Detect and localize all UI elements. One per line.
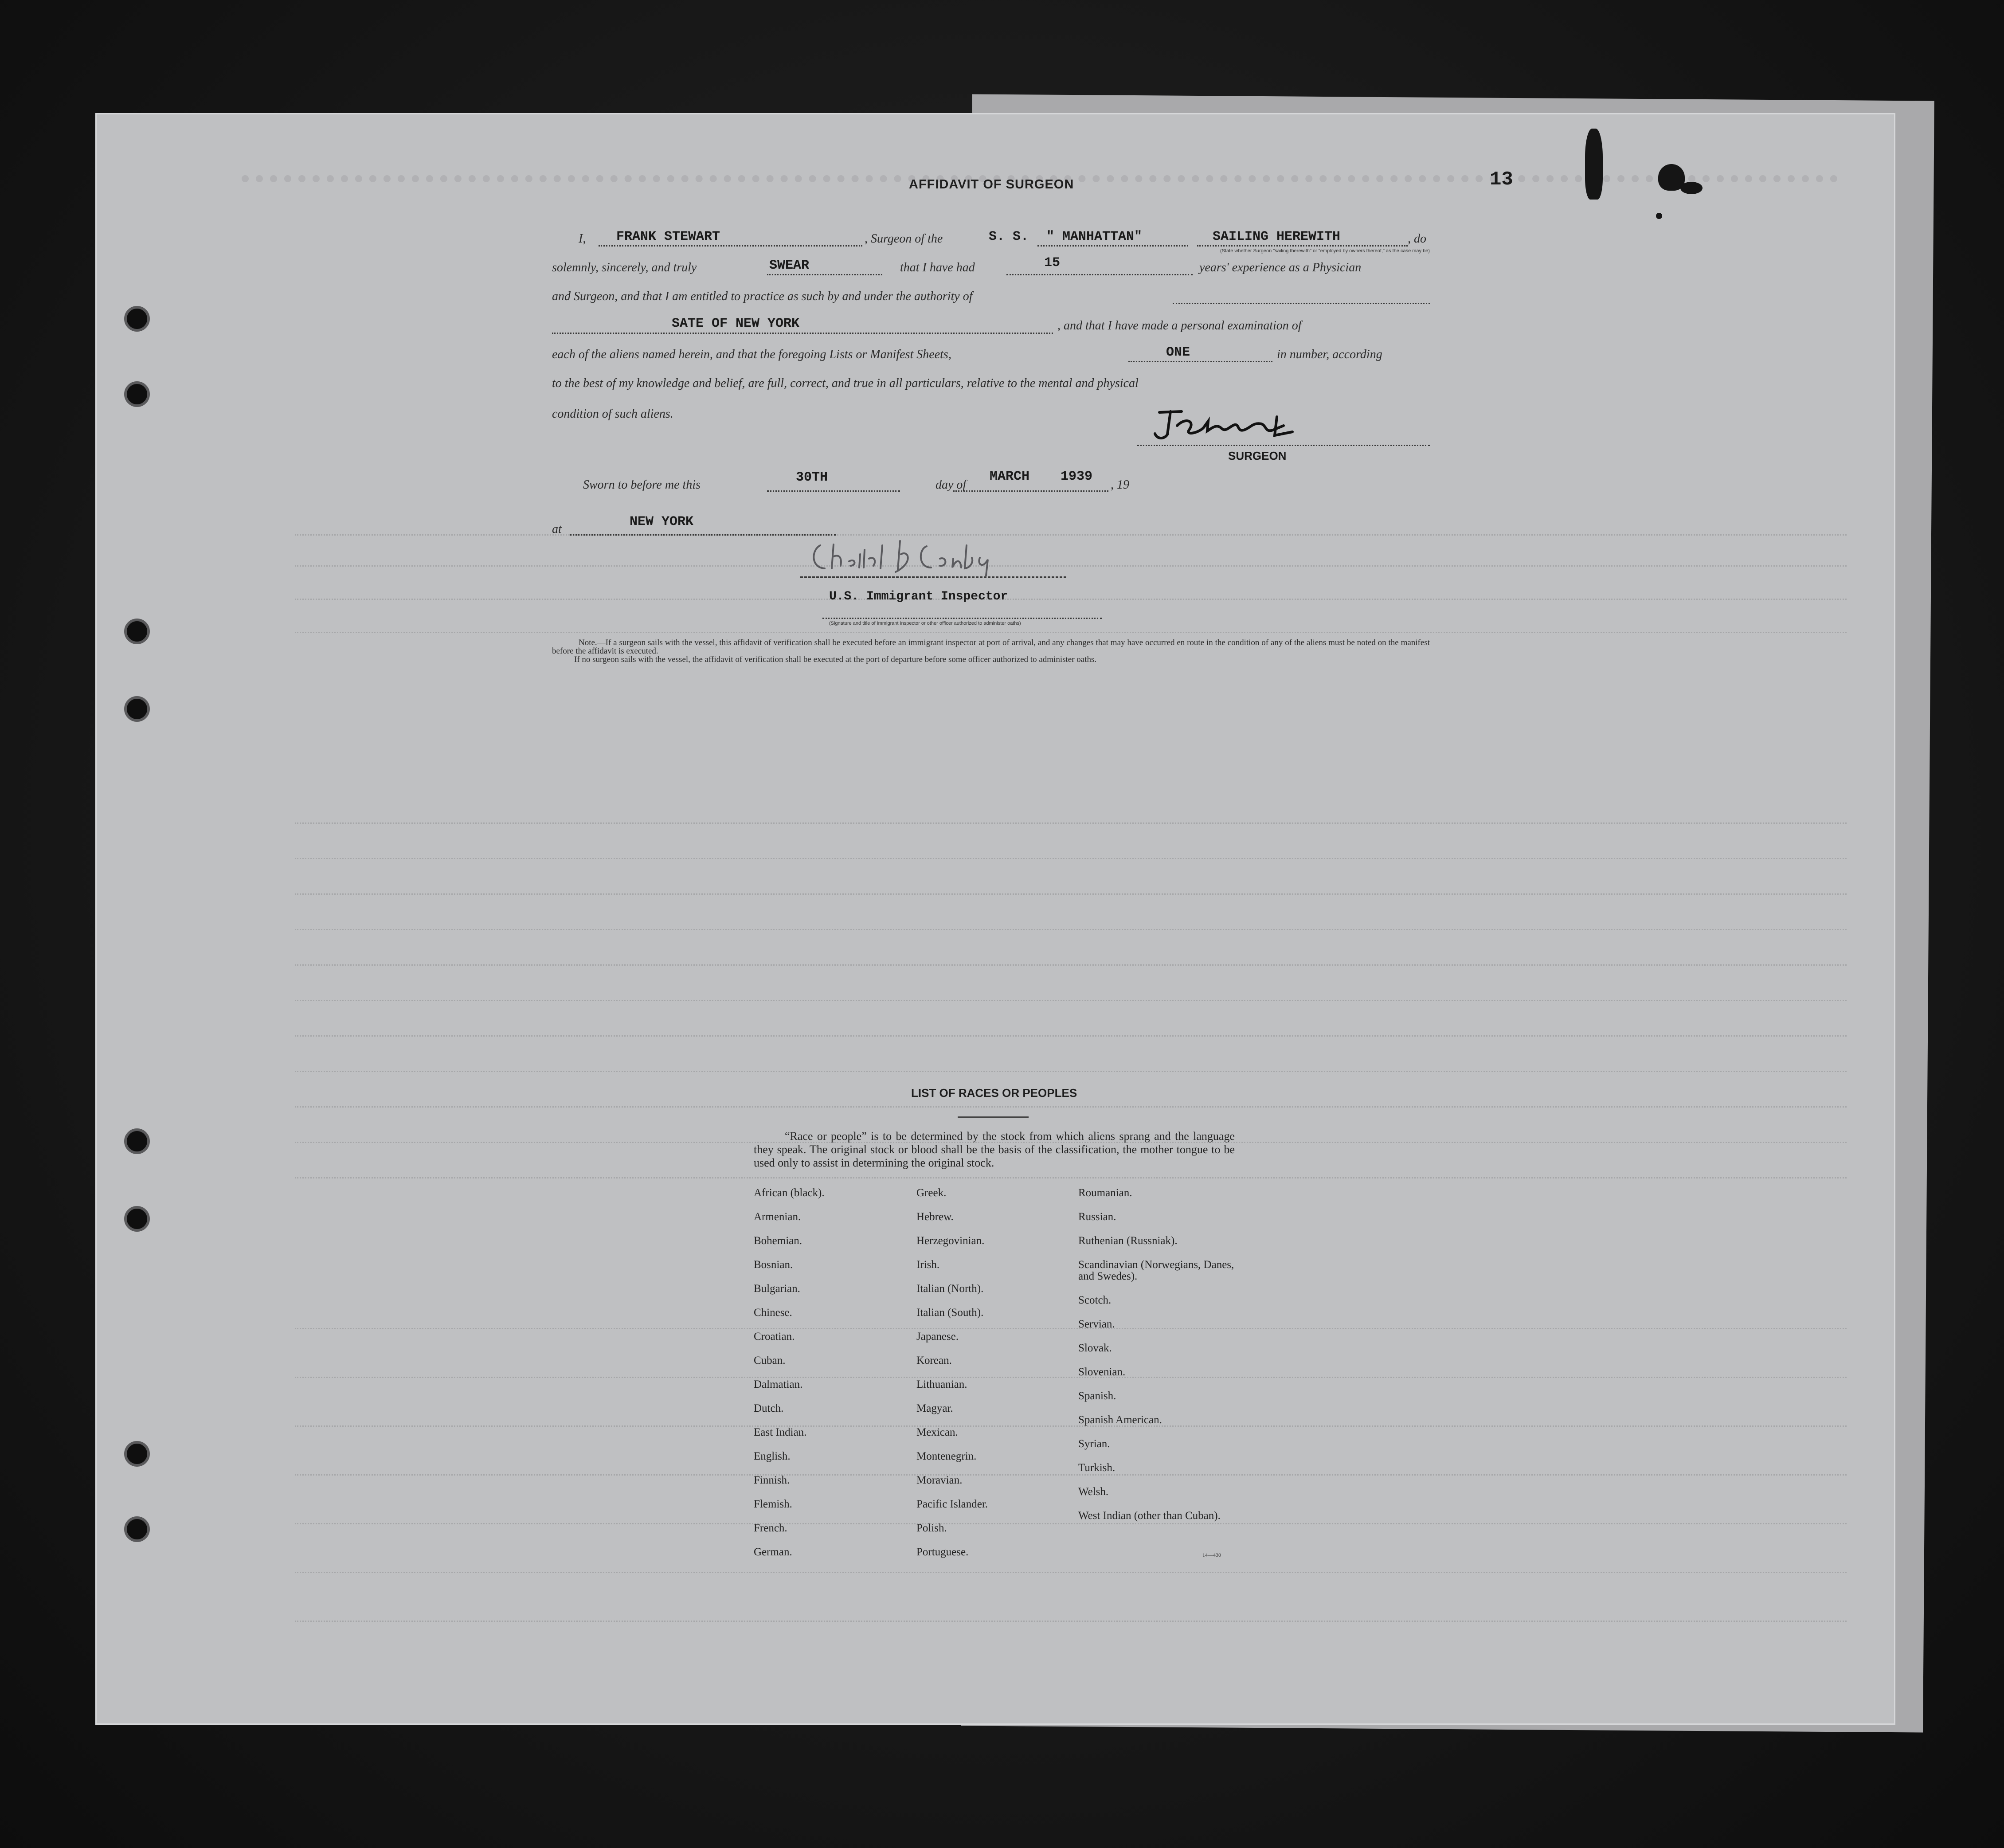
- race-entry: Italian (South).: [916, 1307, 984, 1319]
- verification-note: [552, 638, 1430, 664]
- note-paragraph: If no surgeon sails with the vessel, the affidavit of verification shall be executed at the port of departure before some officer authorized to administer oaths.: [574, 655, 1097, 664]
- race-entry: Flemish.: [754, 1498, 792, 1510]
- race-entry: Bulgarian.: [754, 1283, 800, 1295]
- punch-hole: [124, 1128, 150, 1154]
- vessel-prefix: S. S.: [989, 229, 1029, 244]
- inspector-signature: [807, 536, 1046, 579]
- ink-blot: [1656, 213, 1662, 219]
- form-text-surgeon-of: , Surgeon of the: [865, 232, 943, 246]
- race-entry: Scotch.: [1078, 1294, 1112, 1306]
- race-entry: Slovenian.: [1078, 1366, 1126, 1378]
- vessel-name: " MANHATTAN": [1046, 229, 1143, 244]
- ink-blot: [1680, 182, 1703, 194]
- form-text-years-experience: years' experience as a Physician: [1199, 261, 1362, 274]
- form-text-each-alien: each of the aliens named herein, and that the foregoing Lists or Manifest Sheets,: [552, 348, 951, 361]
- fill-line: [953, 490, 1108, 492]
- race-entry: Armenian.: [754, 1211, 801, 1223]
- inspector-caption: (Signature and title of Immigrant Inspector or other officer authorized to administer oaths): [829, 621, 1021, 626]
- bleed-through-row: [295, 1621, 1847, 1630]
- licensing-authority: SATE OF NEW YORK: [672, 316, 800, 331]
- form-code: 14—430: [1202, 1552, 1221, 1558]
- races-title: LIST OF RACES OR PEOPLES: [911, 1086, 1077, 1100]
- race-entry: Turkish.: [1078, 1462, 1116, 1474]
- form-text-solemnly: solemnly, sincerely, and truly: [552, 261, 697, 274]
- sworn-month: MARCH: [990, 469, 1030, 484]
- race-entry: Finnish.: [754, 1474, 790, 1486]
- fill-line: [767, 274, 882, 275]
- race-entry: Portuguese.: [916, 1546, 969, 1558]
- race-entry: Herzegovinian.: [916, 1235, 985, 1247]
- bleed-through-row: [295, 1328, 1847, 1337]
- form-text-have-had: that I have had: [900, 261, 975, 274]
- form-text-condition: condition of such aliens.: [552, 407, 673, 421]
- signature-line: [1137, 445, 1430, 446]
- surgeon-name: FRANK STEWART: [616, 229, 720, 244]
- race-entry: Spanish American.: [1078, 1414, 1162, 1426]
- punch-hole: [124, 306, 150, 332]
- race-entry: Croatian.: [754, 1331, 795, 1343]
- race-entry: Polish.: [916, 1522, 947, 1534]
- fill-line: [570, 534, 836, 536]
- form-text-at: at: [552, 522, 562, 536]
- race-entry: Spanish.: [1078, 1390, 1116, 1402]
- years-experience: 15: [1044, 255, 1061, 270]
- form-text-do: , do: [1408, 232, 1426, 246]
- bleed-through-row: [295, 1474, 1847, 1484]
- race-entry: African (black).: [754, 1187, 825, 1199]
- form-text-i: I,: [579, 232, 586, 246]
- bleed-through-row: [295, 1177, 1847, 1186]
- race-entry: Chinese.: [754, 1307, 792, 1319]
- race-entry: West Indian (other than Cuban).: [1078, 1510, 1221, 1522]
- race-entry: Bohemian.: [754, 1235, 802, 1247]
- bleed-through-row: [295, 599, 1847, 608]
- fill-line: [1197, 245, 1408, 247]
- sheet-count: ONE: [1166, 345, 1190, 360]
- races-column-2: [916, 1187, 988, 1570]
- race-entry: Greek.: [916, 1187, 947, 1199]
- race-entry: Pacific Islander.: [916, 1498, 988, 1510]
- manifest-page: [95, 113, 1895, 1725]
- punch-hole: [124, 1206, 150, 1232]
- race-entry: Hebrew.: [916, 1211, 954, 1223]
- bleed-through-row: [295, 1572, 1847, 1581]
- form-text-personal-exam: , and that I have made a personal examination of: [1057, 319, 1302, 333]
- race-entry: French.: [754, 1522, 787, 1534]
- fill-line: [599, 245, 862, 247]
- form-text-comma-19: , 19: [1111, 478, 1129, 492]
- race-entry: Scandinavian (Norwegians, Danes, and Swedes).: [1078, 1259, 1234, 1282]
- bleed-through-row: [295, 1425, 1847, 1435]
- races-column-1: [754, 1187, 825, 1570]
- surgeon-signature: [1151, 408, 1310, 443]
- bleed-through-row: [295, 565, 1847, 575]
- bleed-through-row: [295, 893, 1847, 903]
- fill-line: [767, 490, 900, 492]
- race-entry: East Indian.: [754, 1426, 807, 1438]
- bleed-through-row: [295, 1523, 1847, 1532]
- bleed-through-row: [295, 1106, 1847, 1116]
- fill-line: [1037, 245, 1188, 247]
- form-text-sworn: Sworn to before me this: [583, 478, 701, 492]
- fill-line: [552, 333, 1053, 334]
- bleed-through-row: [295, 929, 1847, 938]
- sworn-place: NEW YORK: [630, 514, 694, 529]
- race-entry: Irish.: [916, 1259, 940, 1271]
- form-text-in-number: in number, according: [1277, 348, 1382, 361]
- race-entry: Japanese.: [916, 1331, 959, 1343]
- race-entry: Slovak.: [1078, 1342, 1112, 1354]
- sailing-status: SAILING HEREWITH: [1213, 229, 1341, 244]
- punch-hole: [124, 619, 150, 644]
- bleed-through-row: [295, 822, 1847, 832]
- bleed-through-row: [295, 1000, 1847, 1009]
- race-entry: Korean.: [916, 1355, 952, 1366]
- surgeon-label: SURGEON: [1228, 449, 1287, 462]
- race-entry: Lithuanian.: [916, 1378, 967, 1390]
- sailing-note: (State whether Surgeon "sailing therewith" or "employed by owners thereof," as the case may be): [1220, 248, 1430, 254]
- fill-line: [1173, 303, 1430, 304]
- race-entry: Montenegrin.: [916, 1450, 977, 1462]
- bleed-through-row: [295, 534, 1847, 544]
- races-rule: [958, 1116, 1029, 1118]
- punch-hole: [124, 696, 150, 722]
- inspector-line-lower: [822, 618, 1102, 619]
- bleed-through-row: [295, 858, 1847, 867]
- race-entry: Welsh.: [1078, 1486, 1109, 1498]
- fill-line: [1006, 274, 1193, 275]
- fill-line: [1128, 361, 1272, 362]
- inspector-line-upper: [800, 576, 1066, 578]
- race-entry: Ruthenian (Russniak).: [1078, 1235, 1178, 1247]
- inspector-title: U.S. Immigrant Inspector: [829, 590, 1008, 603]
- bleed-through-row: [295, 1377, 1847, 1386]
- race-entry: Bosnian.: [754, 1259, 793, 1271]
- note-paragraph: Note.—If a surgeon sails with the vessel, this affidavit of verification shall be executed before an immigrant inspector at port of arrival, and any changes that may have occurred en route in the condition of any of the aliens must be noted on the manifest before the affidavit is executed.: [552, 638, 1430, 656]
- sworn-year: 1939: [1061, 469, 1093, 484]
- race-entry: Servian.: [1078, 1318, 1115, 1330]
- punch-hole: [124, 381, 150, 407]
- race-entry: Mexican.: [916, 1426, 958, 1438]
- bleed-through-row: [295, 1035, 1847, 1045]
- bleed-through-row: [295, 964, 1847, 974]
- form-text-day-of: day of: [935, 478, 967, 492]
- ink-blot: [1585, 129, 1603, 200]
- sworn-day: 30TH: [796, 470, 828, 485]
- race-entry: Moravian.: [916, 1474, 963, 1486]
- races-intro: “Race or people” is to be determined by the stock from which aliens sprang and the language they speak. The original stock or blood shall be the basis of the classification, the mother tongue to be used only to assist in determining the original stock.: [754, 1130, 1235, 1169]
- race-entry: German.: [754, 1546, 792, 1558]
- race-entry: English.: [754, 1450, 791, 1462]
- form-text-best-knowledge: to the best of my knowledge and belief, are full, correct, and true in all particulars, relative to the mental and physical: [552, 376, 1139, 390]
- race-entry: Dutch.: [754, 1402, 784, 1414]
- race-entry: Magyar.: [916, 1402, 953, 1414]
- race-entry: Dalmatian.: [754, 1378, 803, 1390]
- form-text-and-surgeon: and Surgeon, and that I am entitled to practice as such by and under the authority of: [552, 290, 973, 303]
- race-entry: Russian.: [1078, 1211, 1116, 1223]
- bleed-through-row: [295, 1071, 1847, 1080]
- punch-hole: [124, 1441, 150, 1467]
- race-entry: Roumanian.: [1078, 1187, 1132, 1199]
- punch-hole: [124, 1516, 150, 1542]
- race-entry: Syrian.: [1078, 1438, 1110, 1450]
- race-entry: Cuban.: [754, 1355, 786, 1366]
- oath-type: SWEAR: [769, 258, 810, 273]
- races-column-3: [1078, 1187, 1242, 1534]
- affidavit-title: AFFIDAVIT OF SURGEON: [909, 177, 1074, 192]
- race-entry: Italian (North).: [916, 1283, 984, 1295]
- page-number: 13: [1490, 168, 1513, 191]
